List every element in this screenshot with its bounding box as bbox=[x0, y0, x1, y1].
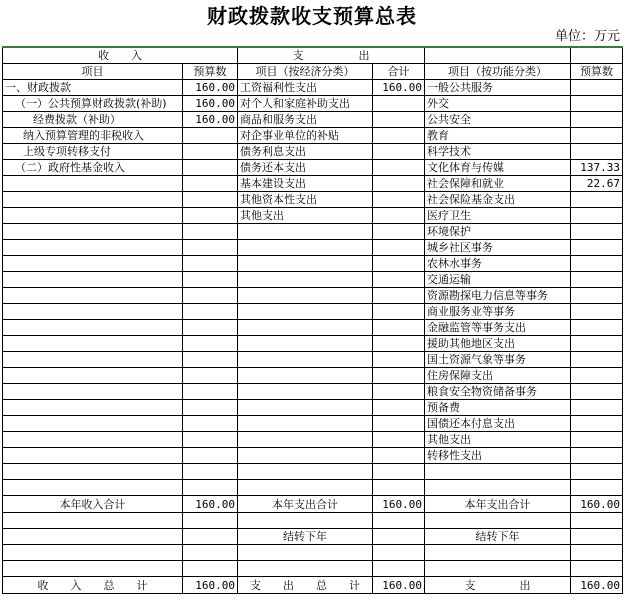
func-item: 资源勘探电力信息等事务 bbox=[425, 288, 571, 304]
func-item: 外交 bbox=[425, 96, 571, 112]
econ-total bbox=[373, 448, 425, 464]
header-row-group bbox=[3, 47, 623, 64]
grand-func-value: 160.00 bbox=[571, 577, 623, 594]
func-budget bbox=[571, 416, 623, 432]
income-budget bbox=[183, 320, 238, 336]
econ-item bbox=[238, 352, 373, 368]
table-row bbox=[3, 400, 623, 416]
income-budget bbox=[183, 400, 238, 416]
econ-total bbox=[373, 160, 425, 176]
income-item bbox=[3, 336, 183, 352]
econ-total bbox=[373, 224, 425, 240]
func-budget bbox=[571, 400, 623, 416]
econ-item bbox=[238, 288, 373, 304]
table-row bbox=[3, 368, 623, 384]
econ-item bbox=[238, 224, 373, 240]
econ-total bbox=[373, 400, 425, 416]
func-budget bbox=[571, 272, 623, 288]
econ-total bbox=[373, 432, 425, 448]
income-item bbox=[3, 352, 183, 368]
table-row bbox=[3, 256, 623, 272]
econ-item: 对企事业单位的补贴 bbox=[238, 128, 373, 144]
func-item: 国债还本付息支出 bbox=[425, 416, 571, 432]
table-row bbox=[3, 208, 623, 224]
func-budget bbox=[571, 80, 623, 96]
func-total-label: 本年支出合计 bbox=[425, 496, 571, 513]
table-row bbox=[3, 240, 623, 256]
econ-total bbox=[373, 272, 425, 288]
econ-item bbox=[238, 464, 373, 480]
income-item bbox=[3, 256, 183, 272]
econ-item bbox=[238, 448, 373, 464]
table-row bbox=[3, 416, 623, 432]
table-row bbox=[3, 128, 623, 144]
table-row bbox=[3, 336, 623, 352]
func-item: 交通运输 bbox=[425, 272, 571, 288]
income-total-value: 160.00 bbox=[183, 496, 238, 513]
income-budget bbox=[183, 480, 238, 496]
budget-table bbox=[2, 46, 623, 594]
econ-total bbox=[373, 208, 425, 224]
income-item bbox=[3, 240, 183, 256]
col-budget: 预算数 bbox=[183, 64, 238, 80]
carry-row bbox=[3, 529, 623, 545]
unit-label: 单位：万元 bbox=[554, 29, 620, 44]
grand-func-label: 支 出 bbox=[425, 577, 571, 594]
func-item: 转移性支出 bbox=[425, 448, 571, 464]
income-item: 上级专项转移支付 bbox=[3, 144, 183, 160]
income-item bbox=[3, 384, 183, 400]
econ-item bbox=[238, 368, 373, 384]
income-item bbox=[3, 464, 183, 480]
income-item bbox=[3, 448, 183, 464]
func-item: 城乡社区事务 bbox=[425, 240, 571, 256]
income-budget bbox=[183, 432, 238, 448]
func-budget bbox=[571, 288, 623, 304]
income-item bbox=[3, 288, 183, 304]
econ-item: 工资福利性支出 bbox=[238, 80, 373, 96]
carry-label-2: 结转下年 bbox=[425, 529, 571, 545]
table-row bbox=[3, 288, 623, 304]
func-budget bbox=[571, 432, 623, 448]
econ-item bbox=[238, 480, 373, 496]
income-item bbox=[3, 272, 183, 288]
func-item: 预备费 bbox=[425, 400, 571, 416]
table-row bbox=[3, 448, 623, 464]
func-item: 公共安全 bbox=[425, 112, 571, 128]
income-item bbox=[3, 320, 183, 336]
col-econ: 项目（按经济分类） bbox=[238, 64, 373, 80]
table-row bbox=[3, 464, 623, 480]
func-budget bbox=[571, 480, 623, 496]
table-row bbox=[3, 96, 623, 112]
econ-total bbox=[373, 464, 425, 480]
func-item: 农林水事务 bbox=[425, 256, 571, 272]
econ-total bbox=[373, 368, 425, 384]
econ-total bbox=[373, 192, 425, 208]
econ-item bbox=[238, 272, 373, 288]
table-row bbox=[3, 80, 623, 96]
table-row bbox=[3, 144, 623, 160]
econ-item bbox=[238, 336, 373, 352]
func-item bbox=[425, 480, 571, 496]
func-item: 援助其他地区支出 bbox=[425, 336, 571, 352]
income-item bbox=[3, 304, 183, 320]
expense-header: 支 出 bbox=[238, 47, 425, 64]
econ-item: 其他支出 bbox=[238, 208, 373, 224]
econ-total bbox=[373, 256, 425, 272]
income-budget bbox=[183, 288, 238, 304]
income-budget bbox=[183, 128, 238, 144]
income-item bbox=[3, 432, 183, 448]
income-budget bbox=[183, 240, 238, 256]
income-item bbox=[3, 480, 183, 496]
econ-item bbox=[238, 320, 373, 336]
grand-expense-label: 支 出 总 计 bbox=[238, 577, 373, 594]
income-budget bbox=[183, 384, 238, 400]
income-budget bbox=[183, 464, 238, 480]
table-row bbox=[3, 112, 623, 128]
econ-total bbox=[373, 96, 425, 112]
econ-item: 基本建设支出 bbox=[238, 176, 373, 192]
econ-item bbox=[238, 240, 373, 256]
table-row bbox=[3, 224, 623, 240]
carry-label: 结转下年 bbox=[238, 529, 373, 545]
income-item bbox=[3, 416, 183, 432]
func-budget bbox=[571, 144, 623, 160]
income-budget bbox=[183, 176, 238, 192]
table-row bbox=[3, 160, 623, 176]
econ-total bbox=[373, 336, 425, 352]
table-row bbox=[3, 304, 623, 320]
econ-total bbox=[373, 416, 425, 432]
func-item: 社会保险基金支出 bbox=[425, 192, 571, 208]
econ-item: 商品和服务支出 bbox=[238, 112, 373, 128]
func-budget bbox=[571, 352, 623, 368]
income-item: （二）政府性基金收入 bbox=[3, 160, 183, 176]
func-budget: 22.67 bbox=[571, 176, 623, 192]
col-budget2: 预算数 bbox=[571, 64, 623, 80]
econ-total bbox=[373, 384, 425, 400]
func-item: 住房保障支出 bbox=[425, 368, 571, 384]
func-budget bbox=[571, 304, 623, 320]
income-budget bbox=[183, 368, 238, 384]
func-item: 商业服务业等事务 bbox=[425, 304, 571, 320]
table-row bbox=[3, 352, 623, 368]
func-budget bbox=[571, 208, 623, 224]
econ-total bbox=[373, 352, 425, 368]
income-item bbox=[3, 224, 183, 240]
econ-item bbox=[238, 400, 373, 416]
grand-income-value: 160.00 bbox=[183, 577, 238, 594]
table-row bbox=[3, 480, 623, 496]
econ-total bbox=[373, 304, 425, 320]
econ-item bbox=[238, 416, 373, 432]
header-row-columns bbox=[3, 64, 623, 80]
income-budget bbox=[183, 336, 238, 352]
econ-item: 对个人和家庭补助支出 bbox=[238, 96, 373, 112]
econ-item: 债务还本支出 bbox=[238, 160, 373, 176]
econ-total bbox=[373, 112, 425, 128]
func-budget bbox=[571, 464, 623, 480]
income-budget bbox=[183, 416, 238, 432]
func-budget: 137.33 bbox=[571, 160, 623, 176]
income-budget bbox=[183, 208, 238, 224]
header-blank-1 bbox=[425, 47, 571, 64]
func-item: 金融监管等事务支出 bbox=[425, 320, 571, 336]
year-total-row bbox=[3, 496, 623, 513]
econ-item bbox=[238, 256, 373, 272]
func-item: 粮食安全物资储备事务 bbox=[425, 384, 571, 400]
income-item: 经费拨款（补助） bbox=[3, 112, 183, 128]
econ-item bbox=[238, 432, 373, 448]
blank-row bbox=[3, 561, 623, 577]
income-budget: 160.00 bbox=[183, 96, 238, 112]
blank-row bbox=[3, 545, 623, 561]
income-item: 纳入预算管理的非税收入 bbox=[3, 128, 183, 144]
func-budget bbox=[571, 192, 623, 208]
econ-item: 债务利息支出 bbox=[238, 144, 373, 160]
income-budget bbox=[183, 144, 238, 160]
econ-item: 其他资本性支出 bbox=[238, 192, 373, 208]
col-total: 合计 bbox=[373, 64, 425, 80]
func-item: 教育 bbox=[425, 128, 571, 144]
income-budget bbox=[183, 224, 238, 240]
income-budget bbox=[183, 256, 238, 272]
func-budget bbox=[571, 96, 623, 112]
income-item bbox=[3, 368, 183, 384]
income-header: 收 入 bbox=[3, 47, 238, 64]
func-budget bbox=[571, 240, 623, 256]
econ-total bbox=[373, 240, 425, 256]
table-row bbox=[3, 272, 623, 288]
grand-total-row bbox=[3, 577, 623, 594]
econ-total: 160.00 bbox=[373, 80, 425, 96]
func-budget bbox=[571, 336, 623, 352]
econ-total bbox=[373, 128, 425, 144]
func-item: 文化体育与传媒 bbox=[425, 160, 571, 176]
income-budget bbox=[183, 160, 238, 176]
func-budget bbox=[571, 112, 623, 128]
income-total-label: 本年收入合计 bbox=[3, 496, 183, 513]
income-item bbox=[3, 192, 183, 208]
col-func: 项目（按功能分类） bbox=[425, 64, 571, 80]
func-item: 医疗卫生 bbox=[425, 208, 571, 224]
econ-total bbox=[373, 176, 425, 192]
econ-total bbox=[373, 288, 425, 304]
func-item: 其他支出 bbox=[425, 432, 571, 448]
func-item bbox=[425, 464, 571, 480]
econ-item bbox=[238, 384, 373, 400]
income-budget: 160.00 bbox=[183, 112, 238, 128]
income-budget bbox=[183, 448, 238, 464]
table-row bbox=[3, 384, 623, 400]
expense-total-label: 本年支出合计 bbox=[238, 496, 373, 513]
func-budget bbox=[571, 368, 623, 384]
func-item: 国土资源气象等事务 bbox=[425, 352, 571, 368]
income-budget bbox=[183, 304, 238, 320]
page-title: 财政拨款收支预算总表 bbox=[207, 4, 417, 28]
func-budget bbox=[571, 384, 623, 400]
income-item bbox=[3, 400, 183, 416]
func-budget bbox=[571, 320, 623, 336]
table-row bbox=[3, 320, 623, 336]
econ-total bbox=[373, 144, 425, 160]
table-row bbox=[3, 176, 623, 192]
econ-total bbox=[373, 480, 425, 496]
income-item: （一）公共预算财政拨款(补助) bbox=[3, 96, 183, 112]
func-item: 环境保护 bbox=[425, 224, 571, 240]
col-item: 项目 bbox=[3, 64, 183, 80]
grand-expense-value: 160.00 bbox=[373, 577, 425, 594]
blank-row bbox=[3, 513, 623, 529]
func-item: 社会保障和就业 bbox=[425, 176, 571, 192]
func-budget bbox=[571, 128, 623, 144]
income-budget: 160.00 bbox=[183, 80, 238, 96]
expense-total-value: 160.00 bbox=[373, 496, 425, 513]
income-item bbox=[3, 176, 183, 192]
income-item: 一、财政拨款 bbox=[3, 80, 183, 96]
func-budget bbox=[571, 224, 623, 240]
econ-item bbox=[238, 304, 373, 320]
econ-total bbox=[373, 320, 425, 336]
func-budget bbox=[571, 448, 623, 464]
func-total-value: 160.00 bbox=[571, 496, 623, 513]
income-budget bbox=[183, 352, 238, 368]
func-item: 一般公共服务 bbox=[425, 80, 571, 96]
table-row bbox=[3, 432, 623, 448]
table-row bbox=[3, 192, 623, 208]
grand-income-label: 收 入 总 计 bbox=[3, 577, 183, 594]
income-budget bbox=[183, 192, 238, 208]
func-item: 科学技术 bbox=[425, 144, 571, 160]
header-blank-2 bbox=[571, 47, 623, 64]
income-budget bbox=[183, 272, 238, 288]
func-budget bbox=[571, 256, 623, 272]
income-item bbox=[3, 208, 183, 224]
